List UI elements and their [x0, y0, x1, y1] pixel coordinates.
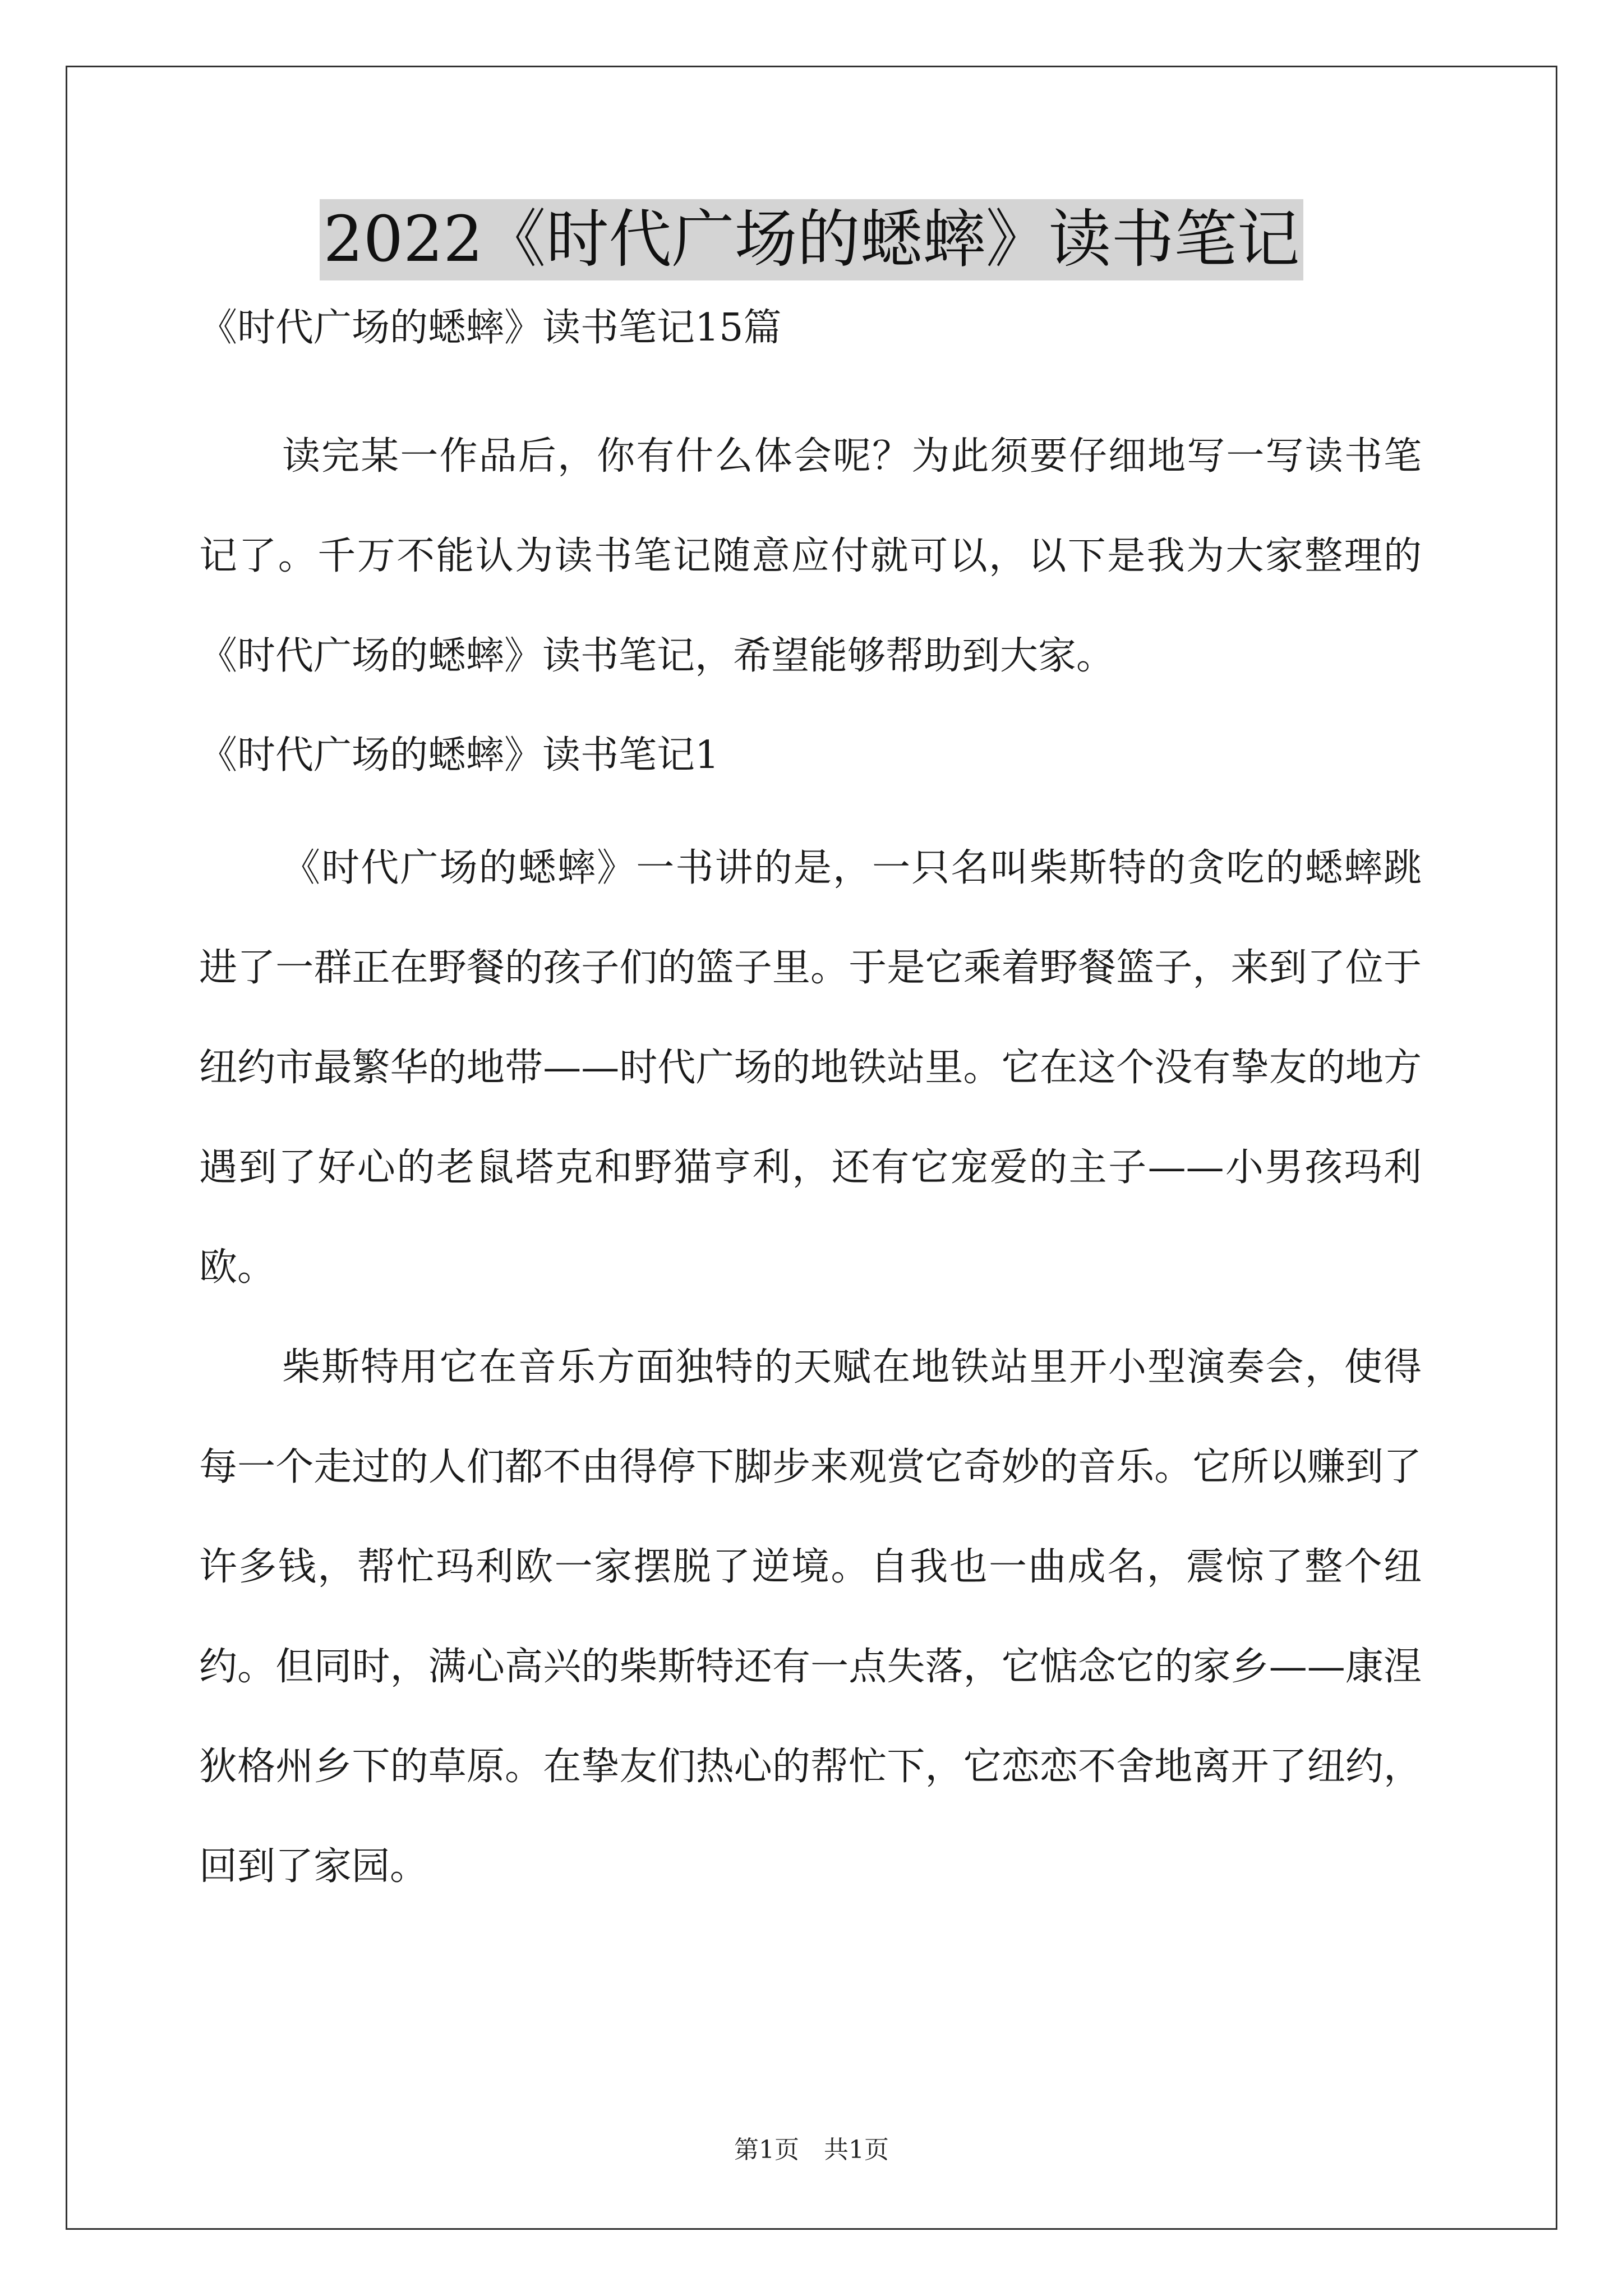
body-paragraph: 《时代广场的蟋蟀》一书讲的是，一只名叫柴斯特的贪吃的蟋蟀跳进了一群正在野餐的孩子们的篮子里。于是它乘着野餐篮子，来到了位于纽约市最繁华的地带——时代广场的地铁站里。它在这个没有挚友的地方遇到了好心的老鼠塔克和野猫亨利，还有它宠爱的主子——小男孩玛利欧。: [199, 846, 1422, 1290]
title-container: [0, 199, 1623, 280]
collection-heading: 《时代广场的蟋蟀》读书笔记15篇: [199, 306, 782, 350]
intro-paragraph: 读完某一作品后，你有什么体会呢？为此须要仔细地写一写读书笔记了。千万不能认为读书笔记随意应付就可以，以下是我为大家整理的《时代广场的蟋蟀》读书笔记，希望能够帮助到大家。: [199, 434, 1422, 678]
section-heading: 《时代广场的蟋蟀》读书笔记1: [199, 733, 720, 777]
page-footer: 第1页 共1页: [734, 2136, 889, 2164]
document-body: [199, 306, 1422, 1917]
document-title: 2022《时代广场的蟋蟀》读书笔记: [320, 199, 1303, 280]
body-paragraph: 柴斯特用它在音乐方面独特的天赋在地铁站里开小型演奏会，使得每一个走过的人们都不由得停下脚步来观赏它奇妙的音乐。它所以赚到了许多钱，帮忙玛利欧一家摆脱了逆境。自我也一曲成名，震惊了整个纽约。但同时，满心高兴的柴斯特还有一点失落，它惦念它的家乡——康涅狄格州乡下的草原。在挚友们热心的帮忙下，它恋恋不舍地离开了纽约，回到了家园。: [199, 1345, 1422, 1889]
